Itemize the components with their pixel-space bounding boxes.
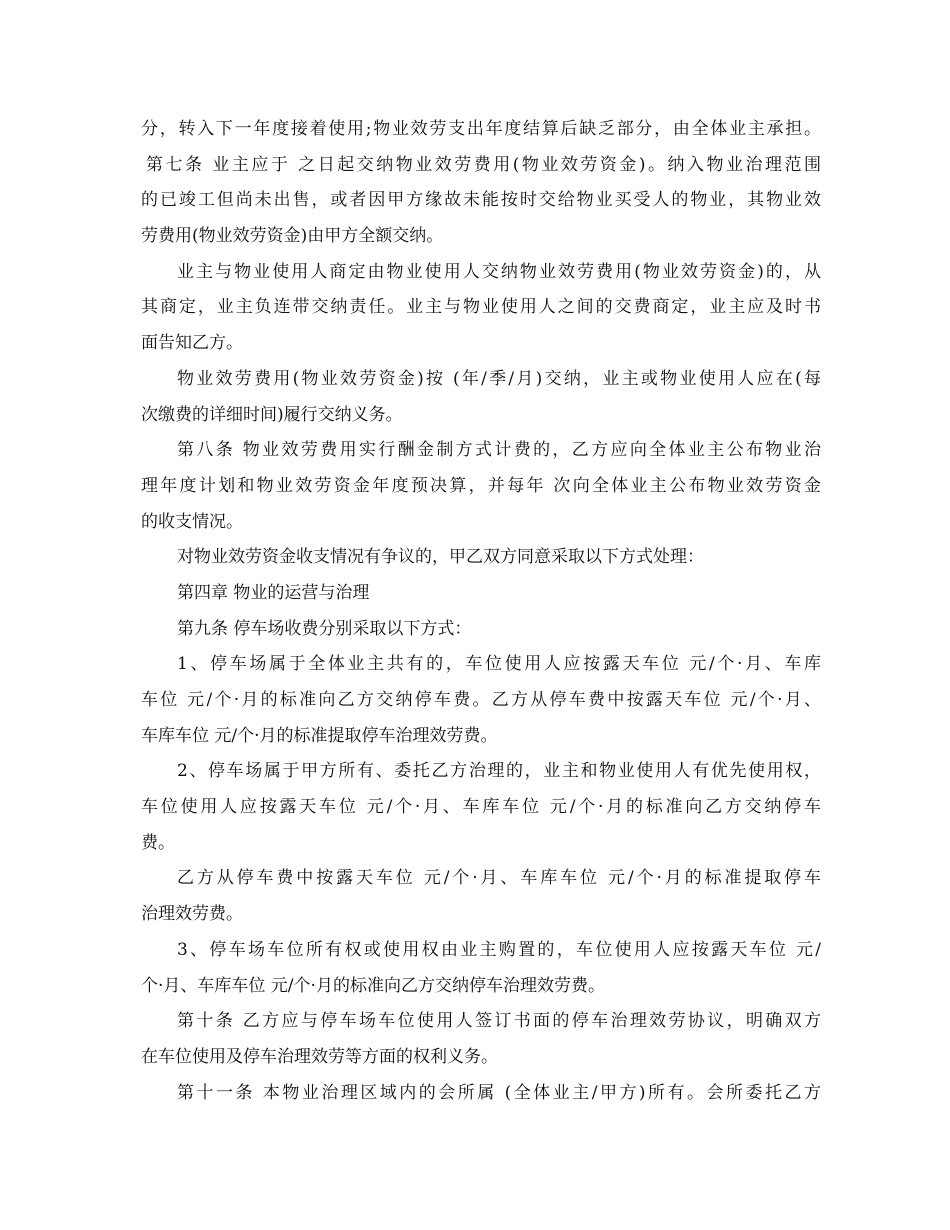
text-line: 的已竣工但尚未出售，或者因甲方缘故未能按时交给物业买受人的物业，其物业效: [141, 190, 821, 211]
text-line: 次缴费的详细时间)履行交纳义务。: [141, 404, 403, 425]
text-line: 的收支情况。: [141, 511, 243, 532]
list-item-1-line: 1、停车场属于全体业主共有的，车位使用人应按露天车位 元/个·月、车库: [177, 654, 821, 675]
text-line: 劳费用(物业效劳资金)由甲方全额交纳。: [141, 226, 444, 247]
text-line: 费。: [141, 832, 175, 853]
text-line: 车库车位 元/个·月的标准提取停车治理效劳费。: [141, 725, 498, 746]
article-8-line: 第八条 物业效劳费用实行酬金制方式计费的，乙方应向全体业主公布物业治: [177, 440, 821, 461]
article-11-line: 第十一条 本物业治理区域内的会所属 (全体业主/甲方)所有。会所委托乙方: [177, 1082, 821, 1103]
article-9-line: 第九条 停车场收费分别采取以下方式：: [177, 618, 472, 639]
text-line: 分，转入下一年度接着使用;物业效劳支出年度结算后缺乏部分，由全体业主承担。: [141, 119, 821, 139]
text-line: 个·月、车库车位 元/个·月的标准向乙方交纳停车治理效劳费。: [141, 975, 605, 996]
text-line: 车位使用人应按露天车位 元/个·月、车库车位 元/个·月的标准向乙方交纳停车: [141, 797, 821, 818]
list-item-3-line: 3、停车场车位所有权或使用权由业主购置的，车位使用人应按露天车位 元/: [177, 939, 821, 960]
document-body: [141, 112, 821, 1111]
text-line: 车位 元/个·月的标准向乙方交纳停车费。乙方从停车费中按露天车位 元/个·月、: [141, 690, 821, 710]
paragraph-start-line: 对物业效劳资金收支情况有争议的，甲乙双方同意采取以下方式处理：: [177, 547, 704, 568]
paragraph-start-line: 业主与物业使用人商定由物业使用人交纳物业效劳费用(物业效劳资金)的，从: [177, 261, 821, 282]
text-line: 治理效劳费。: [141, 904, 243, 925]
article-7-line: 第七条 业主应于 之日起交纳物业效劳费用(物业效劳资金)。纳入物业治理范围: [146, 154, 821, 175]
text-line: 理年度计划和物业效劳资金年度预决算，并每年 次向全体业主公布物业效劳资金: [141, 475, 821, 496]
text-line: 面告知乙方。: [141, 333, 243, 354]
text-line: 在车位使用及停车治理效劳等方面的权利义务。: [141, 1046, 498, 1067]
article-10-line: 第十条 乙方应与停车场车位使用人签订书面的停车治理效劳协议，明确双方: [177, 1011, 821, 1032]
paragraph-start-line: 乙方从停车费中按露天车位 元/个·月、车库车位 元/个·月的标准提取停车: [177, 868, 821, 889]
list-item-2-line: 2、停车场属于甲方所有、委托乙方治理的，业主和物业使用人有优先使用权，: [177, 761, 821, 782]
paragraph-start-line: 物业效劳费用(物业效劳资金)按 (年/季/月)交纳，业主或物业使用人应在(每: [177, 368, 821, 389]
text-line: 其商定，业主负连带交纳责任。业主与物业使用人之间的交费商定，业主应及时书: [141, 297, 821, 318]
chapter-4-heading: 第四章 物业的运营与治理: [177, 582, 370, 603]
